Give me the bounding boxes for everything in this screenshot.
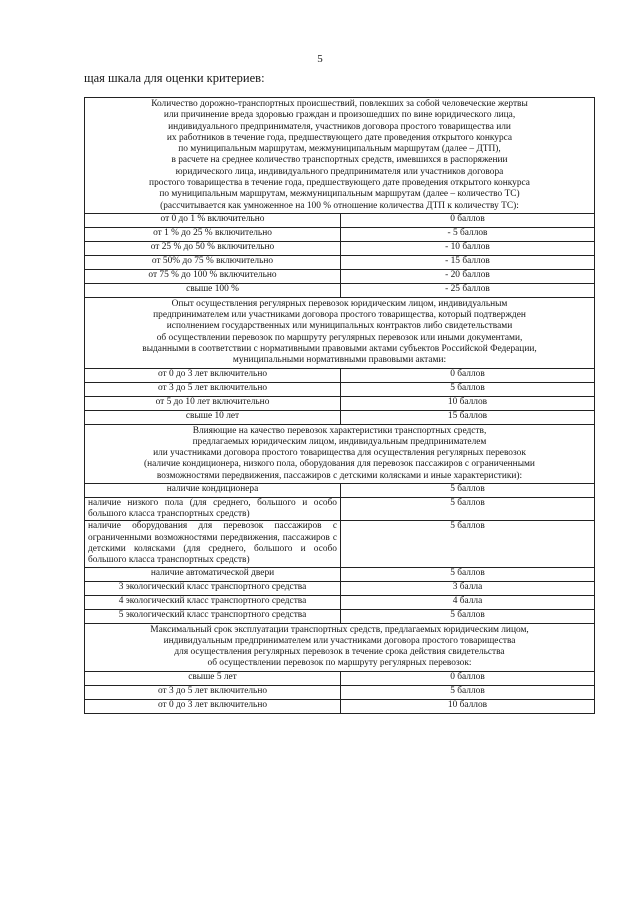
score-cell: - 20 баллов (341, 269, 595, 283)
score-cell: 10 баллов (341, 396, 595, 410)
table-row (85, 609, 595, 623)
score-cell: 5 баллов (341, 483, 595, 497)
table-row (85, 581, 595, 595)
table-row (85, 396, 595, 410)
section-header-line: Влияющие на качество перевозок характеристики транспортных средств, (192, 425, 487, 436)
table-row (85, 227, 595, 241)
section-header-line: об осуществлении перевозок по маршруту регулярных перевозок: (207, 658, 472, 669)
criterion-cell: свыше 5 лет (85, 671, 341, 685)
table-row (85, 483, 595, 497)
section-header (85, 424, 595, 483)
section-header-line: возможностями передвижения, пассажиров с детскими колясками и иные характеристики): (156, 470, 523, 481)
criterion-cell: от 0 до 3 лет включительно (85, 699, 341, 713)
section-header-line: предлагаемых юридическим лицом, индивидуальным предпринимателем (192, 436, 487, 447)
table-row (85, 213, 595, 227)
section-header-line: их работников в течение года, предшествующего дате проведения открытого конкурса (166, 132, 513, 143)
score-cell: 0 баллов (341, 368, 595, 382)
criterion-cell: наличие оборудования для перевозок пассажиров с ограниченными возможностями передвижения, пассажиров с детскими колясками (для среднего, большого и особо большого класса транспортных средств) (85, 521, 341, 567)
score-cell: 5 баллов (341, 497, 595, 521)
section-header (85, 98, 595, 214)
table-row (85, 497, 595, 521)
criteria-table (84, 97, 595, 714)
score-cell: - 15 баллов (341, 255, 595, 269)
score-cell: 0 баллов (341, 671, 595, 685)
score-cell: 4 балла (341, 595, 595, 609)
criterion-cell: от 3 до 5 лет включительно (85, 382, 341, 396)
section-header-line: по муниципальным маршрутам, межмуниципальным маршрутам (далее – ДТП), (178, 144, 501, 155)
score-cell: 10 баллов (341, 699, 595, 713)
criterion-cell: от 3 до 5 лет включительно (85, 685, 341, 699)
criterion-cell: 4 экологический класс транспортного средства (85, 595, 341, 609)
section-header-line: выданными в соответствии с нормативными правовыми актами субъектов Российской Федерации, (142, 343, 537, 354)
section-header-line: для осуществления регулярных перевозок в течение срока действия свидетельства (174, 647, 505, 658)
score-cell: 5 баллов (341, 567, 595, 581)
table-row (85, 595, 595, 609)
score-cell: - 5 баллов (341, 227, 595, 241)
score-cell: 15 баллов (341, 410, 595, 424)
section-header-line: Максимальный срок эксплуатации транспортных средств, предлагаемых юридическим лицом, (150, 624, 529, 635)
table-row (85, 671, 595, 685)
section-header-line: муниципальными нормативными правовыми актами: (232, 355, 447, 366)
section-header-line: индивидуального предпринимателя, участников договора простого товарищества или (168, 121, 511, 132)
table-row (85, 699, 595, 713)
page-number: 5 (317, 53, 323, 65)
section-header-line: или участниками договора простого товарищества для осуществления регулярных перевозок (153, 448, 526, 459)
section-header-row (85, 297, 595, 368)
table-row (85, 241, 595, 255)
table-row (85, 567, 595, 581)
section-header-line: юридического лица, индивидуального предпринимателя или участников договора (175, 166, 504, 177)
criterion-cell: свыше 100 % (85, 283, 341, 297)
section-header-line: (рассчитывается как умноженное на 100 % отношение количества ДТП к количеству ТС): (160, 200, 519, 211)
table-row (85, 382, 595, 396)
section-header-line: предпринимателем или участниками договора простого товарищества, который подтвержден (153, 310, 526, 321)
section-header-line: Количество дорожно-транспортных происшествий, повлекших за собой человеческие жертвы (151, 99, 528, 109)
score-cell: 5 баллов (341, 521, 595, 567)
score-cell: 5 баллов (341, 382, 595, 396)
table-row (85, 410, 595, 424)
criterion-cell: 3 экологический класс транспортного средства (85, 581, 341, 595)
score-cell: 5 баллов (341, 609, 595, 623)
section-header-row (85, 424, 595, 483)
criterion-cell: от 75 % до 100 % включительно (85, 269, 341, 283)
criterion-cell: от 0 до 3 лет включительно (85, 368, 341, 382)
criterion-cell: от 5 до 10 лет включительно (85, 396, 341, 410)
criterion-cell: 5 экологический класс транспортного средства (85, 609, 341, 623)
section-header-line: исполнением государственных или муниципальных контрактов либо свидетельствами (166, 321, 513, 332)
section-header-line: об осуществлении перевозок по маршруту регулярных перевозок или иными документами, (156, 332, 523, 343)
section-header-row (85, 623, 595, 671)
section-header-line: по муниципальным маршрутам, межмуниципальным маршрутам (далее – количество ТС) (159, 189, 520, 200)
page-heading: щая шкала для оценки критериев: (84, 71, 265, 85)
section-header-line: индивидуальным предпринимателем или участниками договора простого товарищества (163, 635, 516, 646)
table-row (85, 255, 595, 269)
section-header-row (85, 98, 595, 214)
table-row (85, 685, 595, 699)
section-header-line: (наличие кондиционера, низкого пола, оборудования для перевозок пассажиров с ограниченными (144, 459, 535, 470)
score-cell: - 25 баллов (341, 283, 595, 297)
section-header-line: Опыт осуществления регулярных перевозок юридическим лицом, индивидуальным (171, 298, 508, 309)
criterion-cell: наличие кондиционера (85, 483, 341, 497)
section-header (85, 297, 595, 368)
score-cell: 3 балла (341, 581, 595, 595)
score-cell: - 10 баллов (341, 241, 595, 255)
table-row (85, 521, 595, 567)
table-row (85, 269, 595, 283)
section-header (85, 623, 595, 671)
score-cell: 5 баллов (341, 685, 595, 699)
score-cell: 0 баллов (341, 213, 595, 227)
section-header-line: или причинение вреда здоровью граждан и произошедших по вине юридического лица, (163, 110, 516, 121)
table-row (85, 283, 595, 297)
criterion-cell: наличие низкого пола (для среднего, большого и особо большого класса транспортных средств) (85, 497, 341, 521)
criterion-cell: от 25 % до 50 % включительно (85, 241, 341, 255)
criterion-cell: от 1 % до 25 % включительно (85, 227, 341, 241)
criterion-cell: свыше 10 лет (85, 410, 341, 424)
criterion-cell: от 50% до 75 % включительно (85, 255, 341, 269)
table-row (85, 368, 595, 382)
criteria-table-body (85, 98, 595, 714)
section-header-line: в расчете на среднее количество транспортных средств, имевшихся в распоряжении (171, 155, 508, 166)
criterion-cell: наличие автоматической двери (85, 567, 341, 581)
section-header-line: простого товарищества в течение года, предшествующего дате проведения открытого конкурса (149, 177, 530, 188)
criterion-cell: от 0 до 1 % включительно (85, 213, 341, 227)
